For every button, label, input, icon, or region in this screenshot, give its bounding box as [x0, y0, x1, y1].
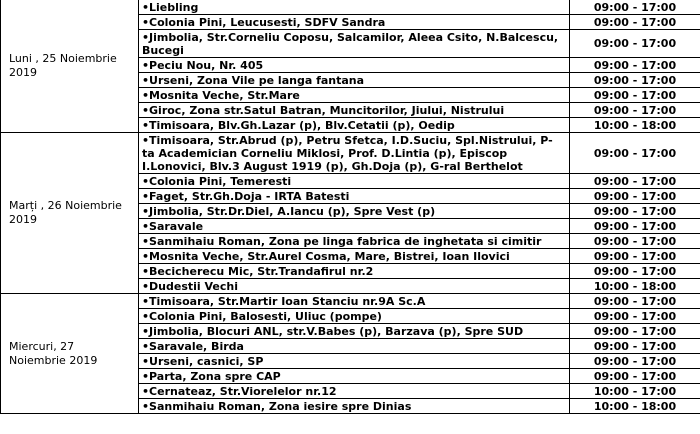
time-interval-cell: 09:00 - 17:00: [570, 339, 700, 354]
time-interval-cell: 09:00 - 17:00: [570, 294, 700, 309]
location-cell: •Liebling: [139, 0, 570, 15]
table-row: [1, 0, 700, 15]
location-cell: •Dudestii Vechi: [139, 279, 570, 294]
location-cell: •Giroc, Zona str.Satul Batran, Muncitorilor, Jiului, Nistrului: [139, 103, 570, 118]
location-cell: •Colonia Pini, Temeresti: [139, 174, 570, 189]
time-interval-cell: 10:00 - 17:00: [570, 384, 700, 399]
day-cell: Marți , 26 Noiembrie 2019: [1, 133, 139, 294]
time-interval-cell: 09:00 - 17:00: [570, 174, 700, 189]
location-cell: •Jimbolia, Str.Dr.Diel, A.Iancu (p), Spre Vest (p): [139, 204, 570, 219]
time-interval-cell: 09:00 - 17:00: [570, 88, 700, 103]
location-cell: •Becicherecu Mic, Str.Trandafirul nr.2: [139, 264, 570, 279]
time-interval-cell: 10:00 - 18:00: [570, 279, 700, 294]
schedule-body: [1, 0, 700, 414]
time-interval-cell: 09:00 - 17:00: [570, 234, 700, 249]
location-cell: •Mosnita Veche, Str.Aurel Cosma, Mare, Bistrei, Ioan Ilovici: [139, 249, 570, 264]
time-interval-cell: 09:00 - 17:00: [570, 369, 700, 384]
location-cell: •Sanmihaiu Roman, Zona pe linga fabrica de inghetata si cimitir: [139, 234, 570, 249]
time-interval-cell: 09:00 - 17:00: [570, 0, 700, 15]
time-interval-cell: 09:00 - 17:00: [570, 249, 700, 264]
location-cell: •Colonia Pini, Leucusesti, SDFV Sandra: [139, 15, 570, 30]
time-interval-cell: 09:00 - 17:00: [570, 354, 700, 369]
time-interval-cell: 09:00 - 17:00: [570, 133, 700, 174]
day-cell: Miercuri, 27 Noiembrie 2019: [1, 294, 139, 414]
time-interval-cell: 09:00 - 17:00: [570, 73, 700, 88]
location-cell: •Saravale: [139, 219, 570, 234]
location-cell: •Saravale, Birda: [139, 339, 570, 354]
time-interval-cell: 09:00 - 17:00: [570, 264, 700, 279]
day-cell: Luni , 25 Noiembrie 2019: [1, 0, 139, 133]
time-interval-cell: 09:00 - 17:00: [570, 309, 700, 324]
time-interval-cell: 09:00 - 17:00: [570, 58, 700, 73]
location-cell: •Urseni, Zona Vile pe langa fantana: [139, 73, 570, 88]
time-interval-cell: 09:00 - 17:00: [570, 15, 700, 30]
time-interval-cell: 10:00 - 18:00: [570, 399, 700, 414]
time-interval-cell: 09:00 - 17:00: [570, 324, 700, 339]
table-row: [1, 294, 700, 309]
location-cell: •Jimbolia, Str.Corneliu Coposu, Salcamilor, Aleea Csito, N.Balcescu, Bucegi: [139, 30, 570, 58]
location-cell: •Peciu Nou, Nr. 405: [139, 58, 570, 73]
time-interval-cell: 09:00 - 17:00: [570, 219, 700, 234]
location-cell: •Sanmihaiu Roman, Zona iesire spre Dinias: [139, 399, 570, 414]
location-cell: •Urseni, casnici, SP: [139, 354, 570, 369]
table-row: [1, 133, 700, 174]
time-interval-cell: 10:00 - 18:00: [570, 118, 700, 133]
location-cell: •Timisoara, Blv.Gh.Lazar (p), Blv.Cetatii (p), Oedip: [139, 118, 570, 133]
location-cell: •Colonia Pini, Balosesti, Uliuc (pompe): [139, 309, 570, 324]
location-cell: •Parta, Zona spre CAP: [139, 369, 570, 384]
location-cell: •Mosnita Veche, Str.Mare: [139, 88, 570, 103]
time-interval-cell: 09:00 - 17:00: [570, 103, 700, 118]
time-interval-cell: 09:00 - 17:00: [570, 30, 700, 58]
time-interval-cell: 09:00 - 17:00: [570, 204, 700, 219]
time-interval-cell: 09:00 - 17:00: [570, 189, 700, 204]
location-cell: •Timisoara, Str.Abrud (p), Petru Sfetca, I.D.Suciu, Spl.Nistrului, P-ta Academician Corneliu Miklosi, Prof. D.Lintia (p), Episcop I.Lonovici, Blv.3 August 1919 (p), Gh.Doja (p), G-ral Berthelot: [139, 133, 570, 174]
location-cell: •Timisoara, Str.Martir Ioan Stanciu nr.9A Sc.A: [139, 294, 570, 309]
location-cell: •Cernateaz, Str.Viorelelor nr.12: [139, 384, 570, 399]
location-cell: •Faget, Str.Gh.Doja - IRTA Batesti: [139, 189, 570, 204]
location-cell: •Jimbolia, Blocuri ANL, str.V.Babes (p), Barzava (p), Spre SUD: [139, 324, 570, 339]
